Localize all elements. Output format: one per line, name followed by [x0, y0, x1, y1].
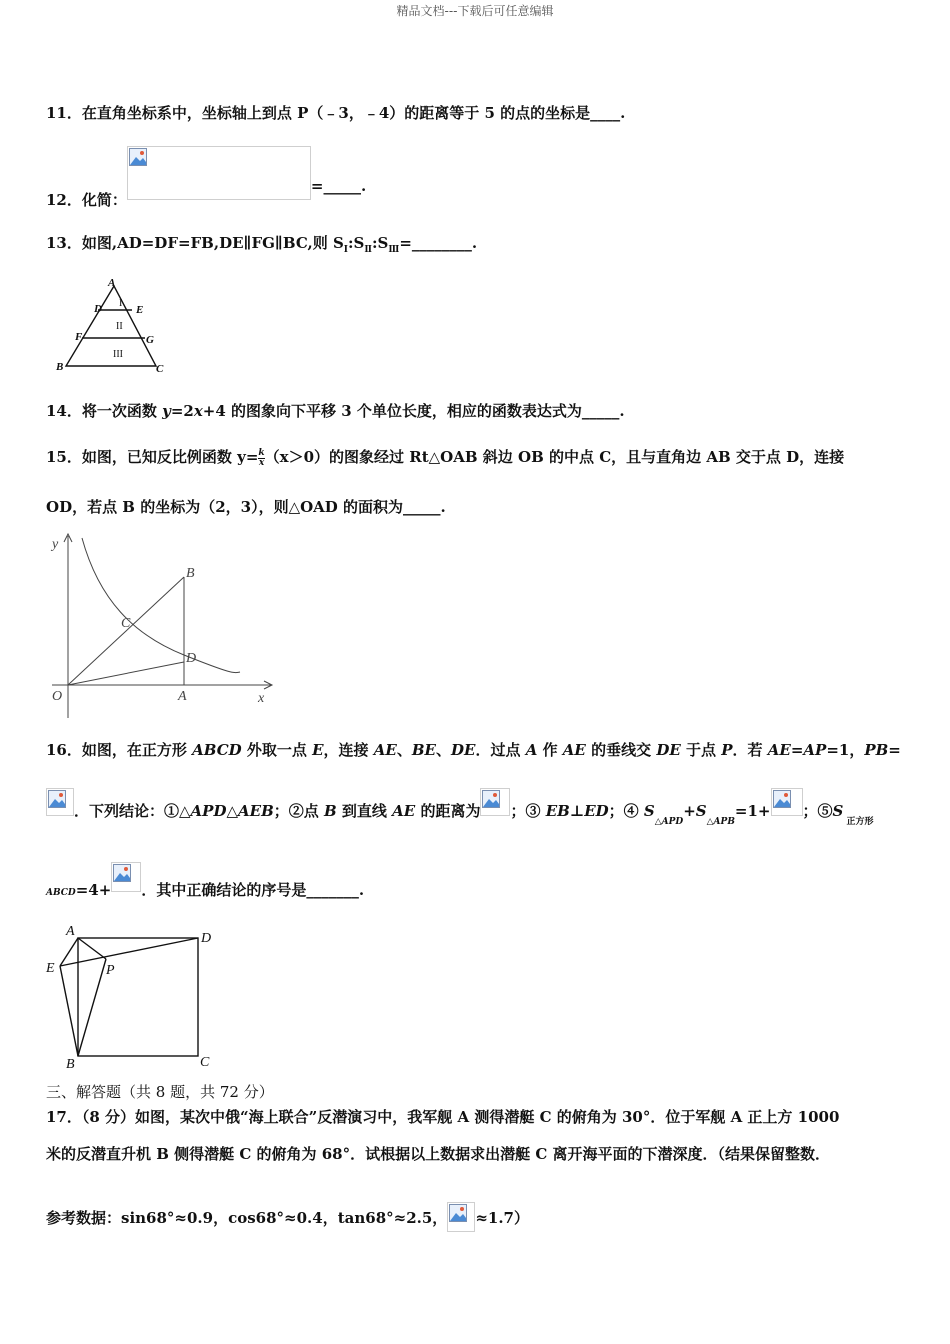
q16-var: APD: [190, 802, 227, 820]
question-17-ref: [46, 1202, 529, 1232]
q13-sep-1: :S: [348, 234, 365, 252]
q14-part-b: =2: [170, 402, 194, 420]
question-12: [46, 146, 367, 209]
label-a: A: [178, 689, 187, 704]
q14-part-a: 14．将一次函数: [46, 402, 163, 420]
q16-text: =4+: [75, 881, 112, 899]
formula-image-placeholder: [771, 788, 803, 816]
broken-image-icon: [113, 864, 131, 882]
q13-sep-2: :S: [371, 234, 389, 252]
label-e: E: [136, 304, 144, 316]
label-d: D: [94, 303, 102, 315]
label-a: A: [108, 277, 116, 289]
q16-var: ABCD: [192, 741, 242, 759]
region-iii: III: [113, 349, 123, 360]
q15-part-b: （x＞0）的图象经过 Rt△OAB 斜边 OB 的中点 C，且与直角边 AB 交于点 D，连接: [264, 448, 845, 466]
label-g: G: [146, 334, 154, 346]
question-15-line2: OD，若点 B 的坐标为（2，3），则△OAD 的面积为_____.: [46, 498, 446, 516]
q14-part-c: +4 的图象向下平移 3 个单位长度，相应的函数表达式为_____.: [202, 402, 625, 420]
q14-var-y: y: [162, 402, 171, 420]
question-16-line2: [46, 788, 874, 827]
q16-text: 于点: [680, 741, 722, 759]
q16-var: AE: [373, 741, 397, 759]
q16-var: AEB: [238, 802, 274, 820]
q16-var: S: [695, 802, 707, 820]
q16-sub: △APB: [706, 817, 735, 827]
q16-text: 外取一点: [241, 741, 313, 759]
q13-prefix: 13．如图,AD=DF=FB,DE∥FG∥BC,则 S: [46, 234, 344, 252]
q16-text: +: [683, 802, 696, 820]
broken-image-icon: [482, 790, 500, 808]
label-d: D: [186, 651, 197, 666]
q16-text: △: [226, 802, 239, 820]
broken-image-icon: [129, 148, 147, 166]
q16-var: PB: [864, 741, 889, 759]
fraction-numerator: k: [258, 447, 265, 458]
q16-var: DE: [451, 741, 476, 759]
q16-text: ；⑤: [802, 802, 833, 820]
q16-var: EB⊥ED: [545, 802, 609, 820]
q16-sub: 正方形: [843, 817, 874, 827]
q16-text: ．其中正确结论的序号是_______.: [141, 881, 365, 899]
label-y: y: [52, 537, 59, 552]
figure-13-triangle: [52, 276, 172, 376]
figure-15-graph: [44, 530, 284, 725]
segment-od: [68, 662, 184, 685]
question-16: 16．如图，在正方形 ABCD 外取一点 E，连接 AE、BE、DE．过点 A 作 AE 的垂线交 DE 于点 P．若 AE=AP=1，PB=: [46, 741, 901, 759]
formula-image-placeholder: [127, 146, 311, 200]
formula-image-placeholder: [447, 1202, 475, 1232]
label-d: D: [201, 931, 212, 946]
label-c: C: [200, 1055, 210, 1070]
q16-var: P: [721, 741, 733, 759]
question-15: [46, 447, 844, 468]
label-x: x: [258, 691, 265, 706]
label-b: B: [66, 1057, 75, 1072]
q16-var: B: [324, 802, 337, 820]
q13-sub-1: Ⅰ: [343, 245, 348, 255]
page-header: 精品文档---下载后可任意编辑: [396, 4, 554, 18]
question-13: [46, 233, 477, 260]
q16-var: S: [832, 802, 844, 820]
q16-var: BE: [411, 741, 436, 759]
q12-suffix: =_____.: [310, 177, 367, 195]
label-b: B: [56, 361, 64, 373]
q16-text: 作: [537, 741, 563, 759]
label-b: B: [186, 566, 195, 581]
q17-ref-text: ≈1.7）: [475, 1209, 529, 1227]
q16-var: AE: [392, 802, 416, 820]
q12-prefix: 12．化简：: [46, 191, 127, 209]
label-c: C: [156, 363, 164, 375]
q16-text: ，连接: [323, 741, 374, 759]
q16-text: =1+: [734, 802, 771, 820]
q16-var: AE=AP: [767, 741, 827, 759]
q16-text: ；②点: [273, 802, 325, 820]
q16-text: 、: [396, 741, 412, 759]
question-11: 11．在直角坐标系中，坐标轴上到点 P（﹣3，﹣4）的距离等于 5 的点的坐标是____.: [46, 104, 626, 122]
q16-var: A: [525, 741, 538, 759]
label-f: F: [75, 331, 83, 343]
segment-ob: [68, 577, 184, 685]
q16-sub: ABCD: [46, 888, 76, 898]
label-e: E: [46, 961, 55, 976]
q17-ref-text: 参考数据：sin68°≈0.9，cos68°≈0.4，tan68°≈2.5，: [46, 1209, 448, 1227]
q16-text: ；③: [510, 802, 546, 820]
q13-suffix: =________.: [399, 234, 478, 252]
q13-sub-2: Ⅱ: [364, 245, 372, 255]
formula-image-placeholder: [46, 788, 74, 816]
broken-image-icon: [773, 790, 791, 808]
q13-sub-3: Ⅲ: [388, 245, 400, 255]
q16-text: ．下列结论：①△: [74, 802, 191, 820]
q16-var: AE: [562, 741, 586, 759]
q14-var-x: x: [193, 402, 203, 420]
formula-image-placeholder: [480, 788, 510, 816]
fraction-denominator: x: [258, 457, 265, 468]
q16-text: ．若: [732, 741, 768, 759]
square-abcd: [78, 938, 198, 1056]
q16-text: 到直线: [336, 802, 393, 820]
q16-var: E: [312, 741, 324, 759]
label-o: O: [52, 689, 63, 704]
question-17-line1: 17．（8 分）如图，某次中俄“海上联合”反潜演习中，我军舰 A 测得潜艇 C 的俯角为 30°．位于军舰 A 正上方 1000: [46, 1108, 840, 1126]
q16-text: 的距离为: [415, 802, 481, 820]
label-a: A: [66, 924, 75, 939]
hyperbola-curve: [82, 538, 240, 673]
label-c: C: [121, 616, 131, 631]
q16-var: DE: [656, 741, 681, 759]
question-14: [46, 401, 625, 421]
segment-ed: [60, 938, 198, 966]
segment-ap: [78, 938, 106, 959]
segment-pb: [78, 959, 106, 1056]
q15-part-a: 15．如图，已知反比例函数 y=: [46, 448, 259, 466]
label-p: P: [106, 963, 115, 978]
section-title: 三、解答题（共 8 题，共 72 分）: [46, 1083, 274, 1101]
question-16-line3: [46, 862, 365, 899]
broken-image-icon: [48, 790, 66, 808]
figure-16-square: [42, 922, 222, 1072]
triangle-abc: [66, 286, 156, 366]
q16-text: 的垂线交: [585, 741, 657, 759]
q16-text: =1，: [826, 741, 865, 759]
q16-text: 16．如图，在正方形: [46, 741, 193, 759]
segment-eb: [60, 966, 78, 1056]
q16-text: 、: [436, 741, 452, 759]
broken-image-icon: [449, 1204, 467, 1222]
region-ii: II: [116, 321, 123, 332]
formula-image-placeholder: [111, 862, 141, 892]
region-i: I: [119, 298, 123, 309]
q16-var: S: [643, 802, 655, 820]
q16-sub: △APD: [654, 817, 684, 827]
q16-text: ；④: [608, 802, 644, 820]
segment-ae: [60, 938, 78, 966]
question-17-line2: 米的反潜直升机 B 侧得潜艇 C 的俯角为 68°．试根据以上数据求出潜艇 C 离开海平面的下潜深度．（结果保留整数．: [46, 1145, 830, 1163]
q16-text: ．过点: [475, 741, 526, 759]
